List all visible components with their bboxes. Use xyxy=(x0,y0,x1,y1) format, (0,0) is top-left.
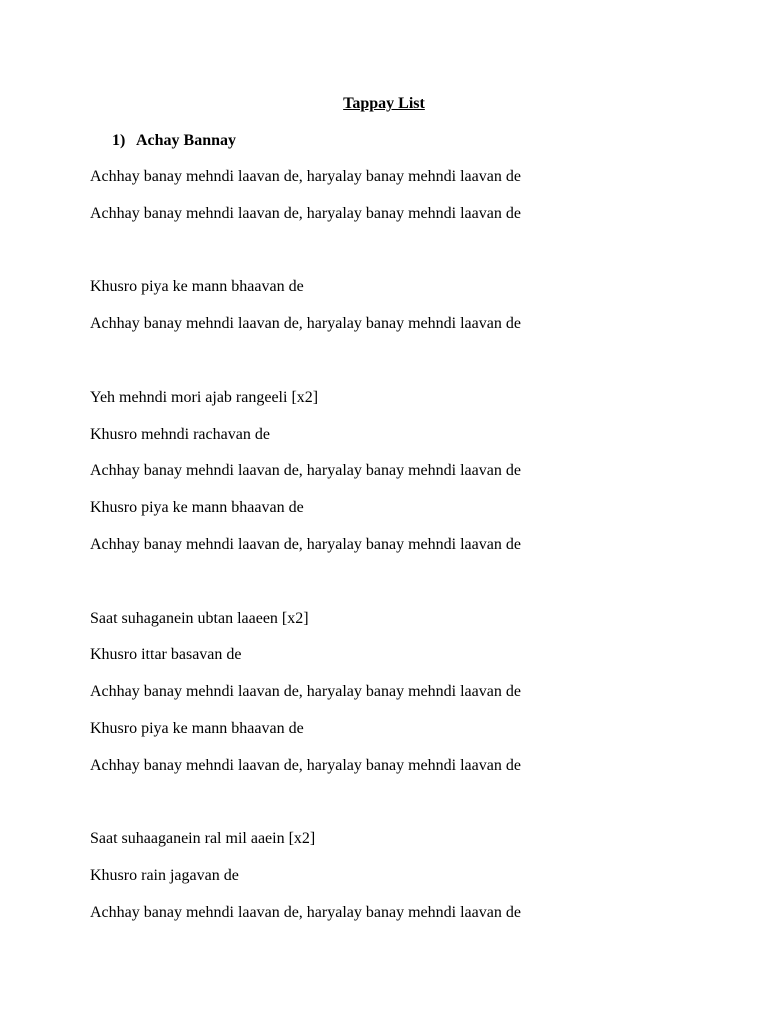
section-number: 1) xyxy=(112,132,126,149)
lyric-line: Khusro piya ke mann bhaavan de xyxy=(90,719,304,737)
lyrics-list xyxy=(90,166,730,939)
lyric-line: Saat suhaganein ubtan laaeen [x2] xyxy=(90,609,309,627)
blank-line xyxy=(90,350,730,387)
lyric-line: Achhay banay mehndi laavan de, haryalay banay mehndi laavan de xyxy=(90,462,521,480)
lyric-line: Yeh mehndi mori ajab rangeeli [x2] xyxy=(90,388,319,406)
lyric-line: Achhay banay mehndi laavan de, haryalay banay mehndi laavan de xyxy=(90,168,521,185)
lyric-line: Khusro ittar basavan de xyxy=(90,646,242,664)
lyric-line: Achhay banay mehndi laavan de, haryalay banay mehndi laavan de xyxy=(90,903,521,921)
lyric-line: Achhay banay mehndi laavan de, haryalay banay mehndi laavan de xyxy=(90,683,521,701)
blank-line xyxy=(90,571,730,608)
lyric-line: Khusro rain jagavan de xyxy=(90,867,239,885)
lyric-line: Khusro piya ke mann bhaavan de xyxy=(90,499,304,517)
blank-line xyxy=(90,792,730,829)
lyric-line: Khusro mehndi rachavan de xyxy=(90,425,270,443)
section-title: Achay Bannay xyxy=(136,132,237,149)
lyric-line: Khusro piya ke mann bhaavan de xyxy=(90,278,304,296)
lyric-line: Saat suhaaganein ral mil aaein [x2] xyxy=(90,830,316,848)
lyric-line: Achhay banay mehndi laavan de, haryalay banay mehndi laavan de xyxy=(90,315,521,333)
document-title: Tappay List xyxy=(343,95,425,112)
lyric-line: Achhay banay mehndi laavan de, haryalay banay mehndi laavan de xyxy=(90,204,521,222)
section-heading xyxy=(112,130,236,152)
lyric-line: Achhay banay mehndi laavan de, haryalay banay mehndi laavan de xyxy=(90,535,521,553)
lyric-line: Achhay banay mehndi laavan de, haryalay banay mehndi laavan de xyxy=(90,756,521,774)
blank-line xyxy=(90,240,730,277)
